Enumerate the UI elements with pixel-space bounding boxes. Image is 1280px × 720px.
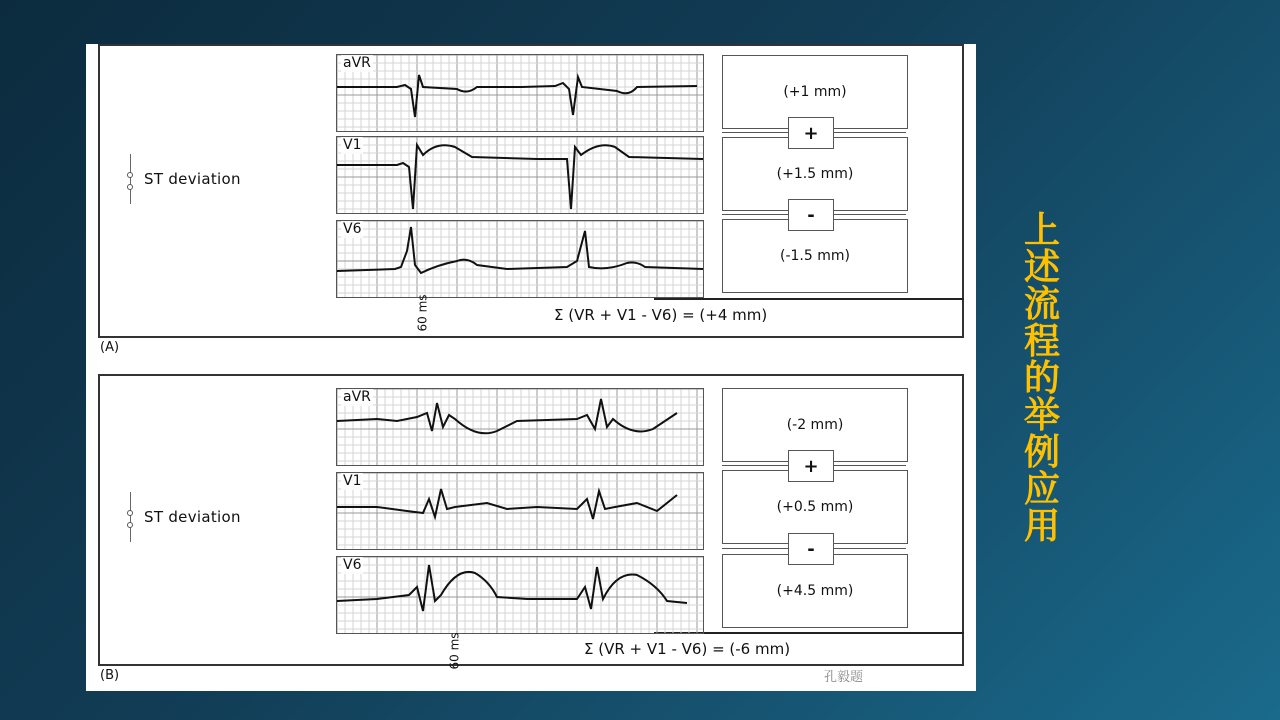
- panel-frame: [98, 374, 964, 376]
- panel-frame: [98, 44, 964, 46]
- panel-frame: [962, 44, 964, 338]
- ecg-trace: [337, 557, 703, 633]
- sum-formula: Σ (VR + V1 - V6) = (-6 mm): [584, 640, 791, 658]
- minus-operator: -: [788, 199, 834, 231]
- value-box-v6: (-1.5 mm): [722, 219, 908, 293]
- title-char: 程: [1023, 321, 1060, 362]
- panel-frame: [98, 44, 100, 338]
- title-char: 用: [1023, 506, 1060, 547]
- ecg-strip-v6: [336, 220, 704, 298]
- st-deviation-label: ST deviation: [144, 170, 241, 188]
- st-axis-icon: [122, 492, 140, 542]
- panel-frame: [962, 374, 964, 666]
- value-box-v1: (+0.5 mm): [722, 470, 908, 544]
- ecg-trace: [337, 137, 703, 213]
- panel-frame: [98, 336, 964, 338]
- st-deviation-label: ST deviation: [144, 508, 241, 526]
- plus-operator: +: [788, 117, 834, 149]
- title-char: 流: [1023, 284, 1060, 325]
- sum-formula: Σ (VR + V1 - V6) = (+4 mm): [554, 306, 768, 324]
- value-box-avr: (-2 mm): [722, 388, 908, 462]
- panel-b: [86, 374, 976, 691]
- title-char: 应: [1023, 469, 1060, 510]
- title-char: 举: [1023, 395, 1060, 436]
- ecg-strip-v1: [336, 136, 704, 214]
- ecg-strip-avr: [336, 388, 704, 466]
- lead-label: aVR: [343, 55, 371, 71]
- panel-tag: (B): [100, 668, 120, 683]
- ecg-trace: [337, 55, 703, 131]
- ecg-strip-avr: [336, 54, 704, 132]
- st-axis-icon: [122, 154, 140, 204]
- title-char: 上: [1023, 210, 1060, 251]
- title-char: 例: [1023, 432, 1060, 473]
- ecg-strip-v6: [336, 556, 704, 634]
- value-box-v6: (+4.5 mm): [722, 554, 908, 628]
- lead-label: V1: [343, 473, 362, 489]
- lead-label: aVR: [343, 389, 371, 405]
- ecg-trace: [337, 389, 703, 465]
- minus-operator: -: [788, 533, 834, 565]
- title-char: 的: [1023, 358, 1060, 399]
- panel-frame: [98, 374, 100, 666]
- lead-label: V6: [343, 221, 362, 237]
- ecg-trace: [337, 221, 703, 297]
- value-box-avr: (+1 mm): [722, 55, 908, 129]
- ecg-figure: [86, 44, 976, 691]
- panel-a: [86, 44, 976, 354]
- ecg-strip-v1: [336, 472, 704, 550]
- lead-label: V1: [343, 137, 362, 153]
- ms-label: 60 ms: [415, 294, 430, 332]
- side-title: [1020, 212, 1064, 545]
- watermark: 孔毅题: [824, 670, 864, 685]
- lead-label: V6: [343, 557, 362, 573]
- panel-tag: (A): [100, 340, 120, 355]
- value-box-v1: (+1.5 mm): [722, 137, 908, 211]
- title-char: 述: [1023, 247, 1060, 288]
- sum-divider: [654, 298, 964, 300]
- ms-label: 60 ms: [447, 632, 462, 670]
- ecg-trace: [337, 473, 703, 549]
- plus-operator: +: [788, 450, 834, 482]
